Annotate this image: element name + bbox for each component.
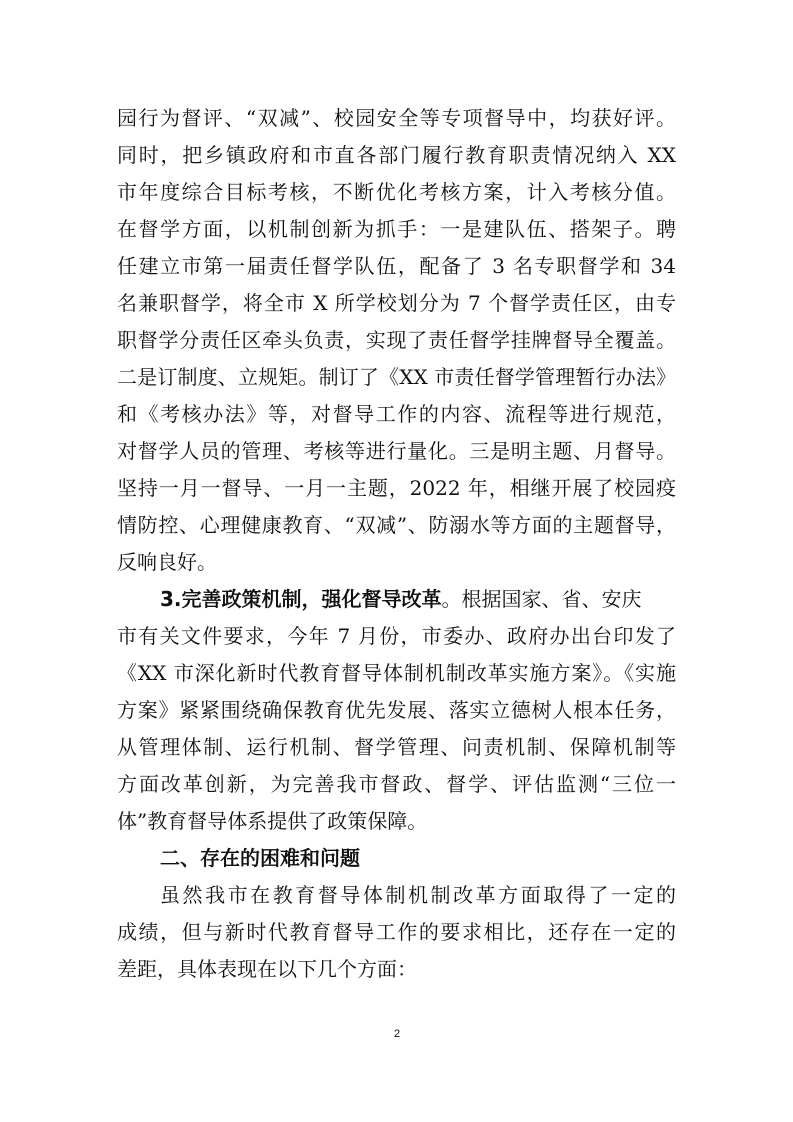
section3-first-rest: 。根据国家、省、安庆: [441, 587, 642, 611]
paragraph-line: 在督学方面，以机制创新为抓手：一是建队伍、搭架子。聘: [117, 217, 676, 241]
paragraph-line: 体”教育督导体系提供了政策保障。: [117, 809, 428, 833]
paragraph-line: 二是订制度、立规矩。制订了《XX 市责任督学管理暂行办法》: [117, 365, 676, 389]
section-heading: 二、存在的困难和问题: [160, 846, 360, 870]
paragraph-line: 对督学人员的管理、考核等进行量化。三是明主题、月督导。: [117, 439, 676, 463]
paragraph-line: 同时，把乡镇政府和市直各部门履行教育职责情况纳入 XX: [117, 143, 676, 167]
paragraph-line: 虽然我市在教育督导体制机制改革方面取得了一定的: [160, 883, 676, 907]
paragraph-line: 市年度综合目标考核，不断优化考核方案，计入考核分值。: [117, 180, 676, 204]
page-number: 2: [393, 1028, 401, 1040]
paragraph-line: 反响良好。: [117, 550, 217, 574]
paragraph-line: 方案》紧紧围绕确保教育优先发展、落实立德树人根本任务，: [117, 698, 676, 722]
paragraph-line: 任建立市第一届责任督学队伍，配备了 3 名专职督学和 34: [117, 254, 676, 278]
paragraph-line: 市有关文件要求，今年 7 月份，市委办、政府办出台印发了: [117, 624, 676, 648]
paragraph-line: 成绩，但与新时代教育督导工作的要求相比，还存在一定的: [117, 920, 676, 944]
paragraph-line: 坚持一月一督导、一月一主题，2022 年，相继开展了校园疫: [117, 476, 676, 500]
paragraph-line: 《XX 市深化新时代教育督导体制机制改革实施方案》。《实施: [117, 661, 676, 685]
paragraph-line: 和《考核办法》等，对督导工作的内容、流程等进行规范，: [117, 402, 676, 426]
paragraph-line: 职督学分责任区牵头负责，实现了责任督学挂牌督导全覆盖。: [117, 328, 676, 352]
paragraph-line: 名兼职督学，将全市 X 所学校划分为 7 个督学责任区，由专: [117, 291, 676, 315]
paragraph-line: 情防控、心理健康教育、“双减”、防溺水等方面的主题督导，: [117, 513, 676, 537]
paragraph-line: 园行为督评、“双减”、校园安全等专项督导中，均获好评。: [117, 106, 676, 130]
paragraph-line: 差距，具体表现在以下几个方面：: [117, 957, 417, 981]
paragraph-line: 方面改革创新，为完善我市督政、督学、评估监测“三位一: [117, 772, 676, 796]
section3-first-line: [160, 584, 676, 614]
section3-title: 3.完善政策机制，强化督导改革: [160, 587, 442, 611]
paragraph-line: 从管理体制、运行机制、督学管理、问责机制、保障机制等: [117, 735, 676, 759]
